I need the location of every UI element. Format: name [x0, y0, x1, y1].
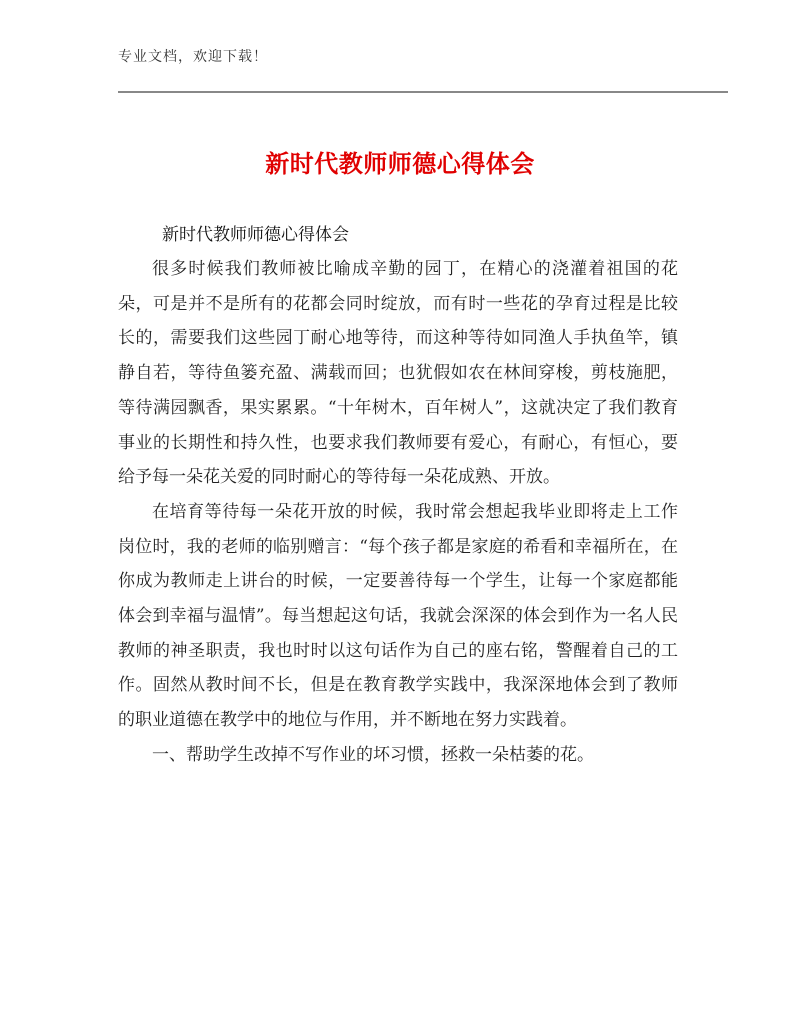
paragraph-1: 很多时候我们教师被比喻成辛勤的园丁，在精心的浇灌着祖国的花朵，可是并不是所有的花都会同时绽放，而有时一些花的孕育过程是比较长的，需要我们这些园丁耐心地等待，而这种等待如同渔人手执鱼竿，镇静自若，等待鱼篓充盈、满载而回；也犹假如农在林间穿梭，剪枝施肥，等待满园飘香，果实累累。“十年树木，百年树人”，这就决定了我们教育事业的长期性和持久性，也要求我们教师要有爱心，有耐心，有恒心，要给予每一朵花关爱的同时耐心的等待每一朵花成熟、开放。 — [118, 259, 678, 488]
header-divider — [118, 91, 728, 93]
document-title: 新时代教师师德心得体会 — [265, 150, 535, 178]
paragraph-3: 一、帮助学生改掉不写作业的坏习惯，拯救一朵枯萎的花。 — [152, 744, 594, 765]
document-body — [118, 252, 678, 773]
document-subtitle: 新时代教师师德心得体会 — [162, 225, 349, 245]
paragraph-2: 在培育等待每一朵花开放的时候，我时常会想起我毕业即将走上工作岗位时，我的老师的临别赠言：“每个孩子都是家庭的希看和幸福所在，在你成为教师走上讲台的时候，一定要善待每一个学生，让每一个家庭都能体会到幸福与温情”。每当想起这句话，我就会深深的体会到作为一名人民教师的神圣职责，我也时时以这句话作为自己的座右铭，警醒着自己的工作。固然从教时间不长，但是在教育教学实践中，我深深地体会到了教师的职业道德在教学中的地位与作用，并不断地在努力实践着。 — [118, 501, 678, 731]
header-caption: 专业文档，欢迎下载！ — [118, 49, 268, 65]
